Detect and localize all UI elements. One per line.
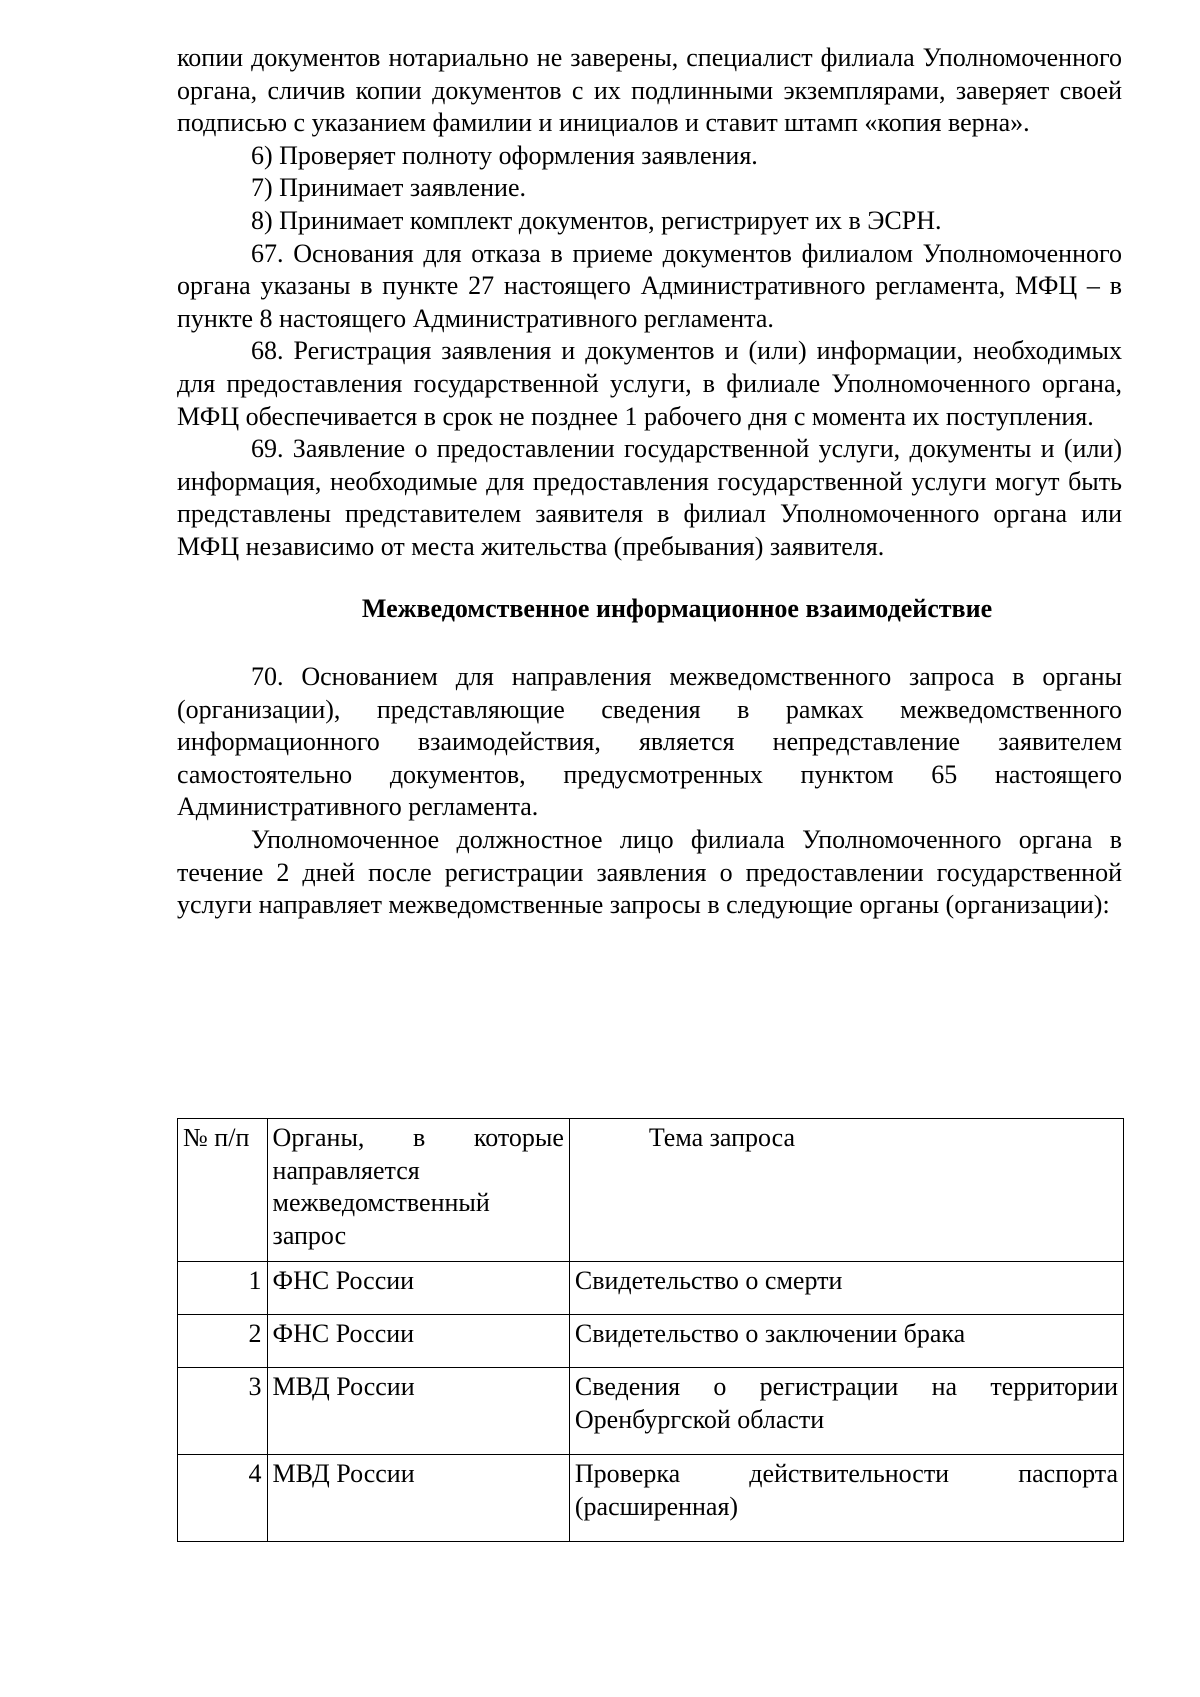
paragraph-70: 70. Основанием для направления межведомственного запроса в органы (организации), представляющие сведения в рамках межведомственного информационного взаимодействия, является непредставление заявителем самостоятельно документов, предусмотренных пунктом 65 настоящего Административного регламента. bbox=[177, 662, 1122, 822]
table-header-row bbox=[178, 1119, 1124, 1262]
row-topic: Проверка действительности паспорта (расширенная) bbox=[569, 1455, 1123, 1542]
section-heading: Межведомственное информационное взаимодействие bbox=[361, 593, 993, 623]
paragraph-69: 69. Заявление о предоставлении государственной услуги, документы и (или) информация, необходимые для предоставления государственной услуги могут быть представлены представителем заявителя в филиал Уполномоченного органа или МФЦ независимо от места жительства (пребывания) заявителя. bbox=[177, 434, 1122, 561]
row-num: 2 bbox=[178, 1315, 268, 1368]
table-row bbox=[178, 1315, 1124, 1368]
row-num: 4 bbox=[178, 1455, 268, 1542]
row-topic: Свидетельство о смерти bbox=[569, 1262, 1123, 1315]
table-row bbox=[178, 1262, 1124, 1315]
row-organ: МВД России bbox=[267, 1455, 569, 1542]
paragraph-official: Уполномоченное должностное лицо филиала Уполномоченного органа в течение 2 дней после регистрации заявления о предоставлении государственной услуги направляет межведомственные запросы в следующие органы (организации): bbox=[177, 825, 1122, 920]
table-row bbox=[178, 1455, 1124, 1542]
row-topic: Сведения о регистрации на территории Оренбургской области bbox=[569, 1368, 1123, 1455]
header-num: № п/п bbox=[178, 1119, 268, 1262]
paragraph-copies: копии документов нотариально не заверены, специалист филиала Уполномоченного органа, сличив копии документов с их подлинными экземплярами, заверяет своей подписью с указанием фамилии и инициалов и ставит штамп «копия верна». bbox=[177, 43, 1122, 138]
paragraph-item-7: 7) Принимает заявление. bbox=[251, 173, 526, 203]
table-row bbox=[178, 1368, 1124, 1455]
requests-table bbox=[177, 1118, 1124, 1542]
row-organ: ФНС России bbox=[267, 1262, 569, 1315]
paragraph-item-8: 8) Принимает комплект документов, регистрирует их в ЭСРН. bbox=[251, 205, 942, 235]
row-organ: ФНС России bbox=[267, 1315, 569, 1368]
header-topic: Тема запроса bbox=[569, 1119, 1123, 1262]
row-num: 1 bbox=[178, 1262, 268, 1315]
row-organ: МВД России bbox=[267, 1368, 569, 1455]
paragraph-item-6: 6) Проверяет полноту оформления заявления. bbox=[251, 140, 758, 170]
header-organ: Органы, в которые направляется межведомственный запрос bbox=[267, 1119, 569, 1262]
paragraph-68: 68. Регистрация заявления и документов и (или) информации, необходимых для предоставления государственной услуги, в филиале Уполномоченного органа, МФЦ обеспечивается в срок не позднее 1 рабочего дня с момента их поступления. bbox=[177, 336, 1122, 431]
row-num: 3 bbox=[178, 1368, 268, 1455]
document-page bbox=[177, 42, 1122, 922]
row-topic: Свидетельство о заключении брака bbox=[569, 1315, 1123, 1368]
paragraph-67: 67. Основания для отказа в приеме документов филиалом Уполномоченного органа указаны в пункте 27 настоящего Административного регламента, МФЦ – в пункте 8 настоящего Административного регламента. bbox=[177, 238, 1122, 333]
